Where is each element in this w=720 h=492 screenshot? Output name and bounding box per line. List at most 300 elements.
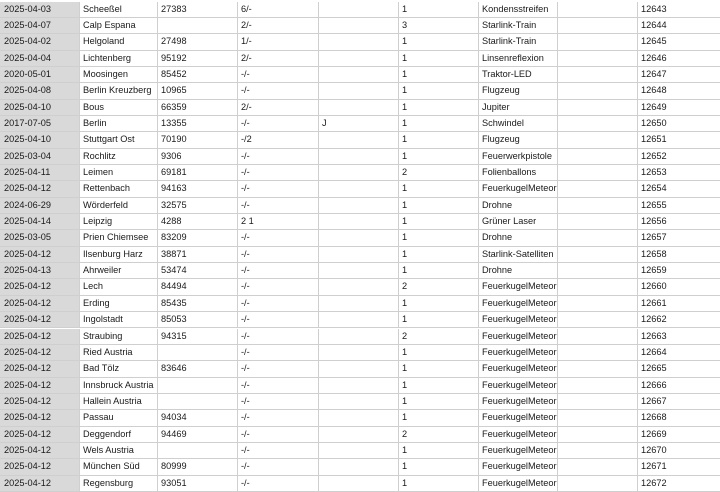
cell-note[interactable] — [558, 67, 638, 82]
cell-rating[interactable]: -/- — [238, 296, 319, 311]
cell-rating[interactable]: -/- — [238, 459, 319, 474]
cell-case-number[interactable]: 12672 — [641, 477, 667, 488]
cell-count[interactable]: 1 — [399, 443, 479, 458]
table-row — [0, 279, 720, 295]
cell-flag[interactable] — [319, 198, 399, 213]
cell-count[interactable]: 1 — [399, 230, 479, 245]
cell-classification[interactable]: FeuerkugelMeteor — [479, 296, 558, 311]
cell-count[interactable]: 1 — [399, 132, 479, 147]
cell-count[interactable]: 1 — [399, 51, 479, 66]
cell-classification[interactable]: Drohne — [479, 198, 558, 213]
cell-date[interactable]: 2025-04-12 — [0, 279, 80, 294]
cell-case-number[interactable]: 12645 — [641, 36, 667, 47]
table-row — [0, 67, 720, 83]
table-row — [0, 100, 720, 116]
cell-flag[interactable] — [319, 443, 399, 458]
cell-note[interactable] — [558, 459, 638, 474]
table-row — [0, 247, 720, 263]
cell-classification[interactable]: Starlink-Satelliten — [479, 247, 558, 262]
table-row — [0, 410, 720, 426]
cell-location[interactable]: Leimen — [80, 165, 158, 180]
cell-case-number[interactable]: 12647 — [641, 68, 667, 79]
cell-flag[interactable] — [319, 361, 399, 376]
table-row — [0, 394, 720, 410]
cell-case-number[interactable]: 12659 — [641, 265, 667, 276]
cell-note[interactable] — [558, 279, 638, 294]
cell-case-number[interactable]: 12662 — [641, 314, 667, 325]
cell-note[interactable] — [558, 410, 638, 425]
cell-postal-code[interactable]: 27498 — [158, 34, 238, 49]
cell-rating[interactable]: 2 1 — [238, 214, 319, 229]
cell-note[interactable] — [558, 296, 638, 311]
cell-case-number[interactable]: 12649 — [641, 101, 667, 112]
cell-count[interactable]: 1 — [399, 296, 479, 311]
cell-location[interactable]: Rochlitz — [80, 149, 158, 164]
cell-date[interactable]: 2025-04-12 — [0, 378, 80, 393]
cell-note[interactable] — [558, 116, 638, 131]
table-row — [0, 329, 720, 345]
cell-rating[interactable]: -/- — [238, 263, 319, 278]
cell-case-number[interactable]: 12669 — [641, 428, 667, 439]
cell-location[interactable]: Ingolstadt — [80, 312, 158, 327]
cell-count[interactable]: 1 — [399, 394, 479, 409]
table-row — [0, 296, 720, 312]
table-row — [0, 214, 720, 230]
cell-note[interactable] — [558, 312, 638, 327]
table-row — [0, 132, 720, 148]
cell-flag[interactable] — [319, 394, 399, 409]
cell-location[interactable]: Prien Chiemsee — [80, 230, 158, 245]
cell-rating[interactable]: -/- — [238, 476, 319, 491]
cell-rating[interactable]: -/- — [238, 345, 319, 360]
cell-rating[interactable]: 6/- — [238, 2, 319, 17]
cell-case-number[interactable]: 12656 — [641, 216, 667, 227]
cell-postal-code[interactable]: 94163 — [158, 181, 238, 196]
cell-postal-code[interactable]: 94034 — [158, 410, 238, 425]
cell-case-number[interactable]: 12664 — [641, 346, 667, 357]
cell-count[interactable]: 1 — [399, 149, 479, 164]
cell-note[interactable] — [558, 132, 638, 147]
cell-flag[interactable] — [319, 459, 399, 474]
cell-flag[interactable] — [319, 181, 399, 196]
cell-postal-code[interactable]: 32575 — [158, 198, 238, 213]
cell-rating[interactable]: -/- — [238, 378, 319, 393]
table-row — [0, 476, 720, 492]
cell-note[interactable] — [558, 198, 638, 213]
cell-count[interactable]: 1 — [399, 459, 479, 474]
cell-rating[interactable]: 2/- — [238, 100, 319, 115]
cell-postal-code[interactable]: 66359 — [158, 100, 238, 115]
table-row — [0, 459, 720, 475]
cell-case-number[interactable]: 12650 — [641, 117, 667, 128]
cell-postal-code[interactable]: 27383 — [158, 2, 238, 17]
table-row — [0, 427, 720, 443]
cell-count[interactable]: 1 — [399, 198, 479, 213]
cell-count[interactable]: 2 — [399, 279, 479, 294]
cell-flag[interactable] — [319, 378, 399, 393]
cell-classification[interactable]: FeuerkugelMeteor — [479, 345, 558, 360]
cell-location[interactable]: Stuttgart Ost — [80, 132, 158, 147]
cell-flag[interactable] — [319, 476, 399, 491]
cell-flag[interactable] — [319, 214, 399, 229]
cell-classification[interactable]: Flugzeug — [479, 83, 558, 98]
cell-postal-code[interactable]: 53474 — [158, 263, 238, 278]
cell-rating[interactable]: -/2 — [238, 132, 319, 147]
cell-classification[interactable]: FeuerkugelMeteor — [479, 443, 558, 458]
cell-case-number[interactable]: 12643 — [641, 3, 667, 14]
cell-case-number[interactable]: 12671 — [641, 461, 667, 472]
cell-date[interactable]: 2025-04-13 — [0, 263, 80, 278]
cell-date[interactable]: 2025-04-12 — [0, 296, 80, 311]
cell-note[interactable] — [558, 83, 638, 98]
cell-location[interactable]: Innsbruck Austria — [80, 378, 158, 393]
cell-flag[interactable] — [319, 34, 399, 49]
table-row — [0, 230, 720, 246]
cell-classification[interactable]: FeuerkugelMeteor — [479, 181, 558, 196]
cell-note[interactable] — [558, 214, 638, 229]
table-row — [0, 165, 720, 181]
cell-count[interactable]: 1 — [399, 34, 479, 49]
cell-date[interactable]: 2017-07-05 — [0, 116, 80, 131]
cell-count[interactable]: 1 — [399, 410, 479, 425]
cell-postal-code[interactable]: 10965 — [158, 83, 238, 98]
cell-count[interactable]: 1 — [399, 116, 479, 131]
cell-postal-code[interactable]: 38871 — [158, 247, 238, 262]
cell-location[interactable]: Leipzig — [80, 214, 158, 229]
cell-flag[interactable] — [319, 410, 399, 425]
cell-date[interactable]: 2025-04-04 — [0, 51, 80, 66]
cell-count[interactable]: 3 — [399, 18, 479, 33]
cell-location[interactable]: Rettenbach — [80, 181, 158, 196]
cell-flag[interactable] — [319, 247, 399, 262]
cell-date[interactable]: 2025-04-11 — [0, 165, 80, 180]
cell-postal-code[interactable] — [158, 345, 238, 360]
cell-classification[interactable]: Starlink-Train — [479, 18, 558, 33]
cell-classification[interactable]: Starlink-Train — [479, 34, 558, 49]
cell-flag[interactable] — [319, 100, 399, 115]
cell-classification[interactable]: FeuerkugelMeteor — [479, 361, 558, 376]
cell-date[interactable]: 2025-04-12 — [0, 247, 80, 262]
cell-note[interactable] — [558, 378, 638, 393]
cell-count[interactable]: 1 — [399, 263, 479, 278]
cell-note[interactable] — [558, 329, 638, 344]
cell-rating[interactable]: -/- — [238, 83, 319, 98]
cell-flag[interactable] — [319, 132, 399, 147]
table-row — [0, 263, 720, 279]
cell-date[interactable]: 2025-04-07 — [0, 18, 80, 33]
cell-flag[interactable] — [319, 263, 399, 278]
cell-count[interactable]: 1 — [399, 67, 479, 82]
cell-rating[interactable]: -/- — [238, 165, 319, 180]
cell-rating[interactable]: -/- — [238, 410, 319, 425]
cell-case-number[interactable]: 12665 — [641, 363, 667, 374]
table-row — [0, 149, 720, 165]
cell-count[interactable]: 1 — [399, 247, 479, 262]
cell-postal-code[interactable]: 80999 — [158, 459, 238, 474]
cell-rating[interactable]: -/- — [238, 198, 319, 213]
cell-case-number[interactable]: 12660 — [641, 281, 667, 292]
cell-date[interactable]: 2025-04-10 — [0, 132, 80, 147]
cell-flag[interactable] — [319, 51, 399, 66]
cell-postal-code[interactable]: 84494 — [158, 279, 238, 294]
cell-date[interactable]: 2025-04-12 — [0, 427, 80, 442]
cell-rating[interactable]: -/- — [238, 329, 319, 344]
cell-postal-code[interactable]: 83209 — [158, 230, 238, 245]
cell-rating[interactable]: -/- — [238, 361, 319, 376]
cell-flag[interactable] — [319, 427, 399, 442]
cell-location[interactable]: Berlin Kreuzberg — [80, 83, 158, 98]
cell-date[interactable]: 2025-04-12 — [0, 312, 80, 327]
cell-case-number[interactable]: 12652 — [641, 150, 667, 161]
cell-flag[interactable] — [319, 18, 399, 33]
cell-flag[interactable] — [319, 2, 399, 17]
cell-date[interactable]: 2025-04-12 — [0, 410, 80, 425]
cell-classification[interactable]: Grüner Laser — [479, 214, 558, 229]
cell-location[interactable]: München Süd — [80, 459, 158, 474]
cell-rating[interactable]: -/- — [238, 279, 319, 294]
cell-rating[interactable]: 2/- — [238, 51, 319, 66]
cell-note[interactable] — [558, 149, 638, 164]
cell-postal-code[interactable]: 85452 — [158, 67, 238, 82]
cell-date[interactable]: 2024-06-29 — [0, 198, 80, 213]
cell-postal-code[interactable]: 69181 — [158, 165, 238, 180]
cell-postal-code[interactable] — [158, 443, 238, 458]
cell-classification[interactable]: FeuerkugelMeteor — [479, 279, 558, 294]
cell-case-number[interactable]: 12658 — [641, 248, 667, 259]
cell-note[interactable] — [558, 230, 638, 245]
cell-flag[interactable] — [319, 279, 399, 294]
cell-postal-code[interactable]: 85053 — [158, 312, 238, 327]
cell-date[interactable]: 2025-04-08 — [0, 83, 80, 98]
cell-count[interactable]: 1 — [399, 214, 479, 229]
cell-date[interactable]: 2025-04-12 — [0, 394, 80, 409]
cell-postal-code[interactable]: 9306 — [158, 149, 238, 164]
cell-rating[interactable]: -/- — [238, 181, 319, 196]
table-row — [0, 378, 720, 394]
table-row — [0, 181, 720, 197]
cell-rating[interactable]: 2/- — [238, 18, 319, 33]
cell-classification[interactable]: Jupiter — [479, 100, 558, 115]
cell-case-number[interactable]: 12644 — [641, 19, 667, 30]
table-row — [0, 51, 720, 67]
cell-case-number[interactable]: 12661 — [641, 297, 667, 308]
cell-classification[interactable]: Traktor-LED — [479, 67, 558, 82]
cell-note[interactable] — [558, 247, 638, 262]
cell-location[interactable]: Bous — [80, 100, 158, 115]
cell-classification[interactable]: FeuerkugelMeteor — [479, 476, 558, 491]
cell-note[interactable] — [558, 100, 638, 115]
cell-rating[interactable]: -/- — [238, 443, 319, 458]
cell-postal-code[interactable]: 95192 — [158, 51, 238, 66]
cell-date[interactable]: 2025-04-12 — [0, 329, 80, 344]
cell-location[interactable]: Ahrweiler — [80, 263, 158, 278]
cell-classification[interactable]: FeuerkugelMeteor — [479, 427, 558, 442]
cell-classification[interactable]: Drohne — [479, 230, 558, 245]
cell-date[interactable]: 2025-04-12 — [0, 361, 80, 376]
cell-flag[interactable] — [319, 230, 399, 245]
cell-rating[interactable]: -/- — [238, 312, 319, 327]
table-row — [0, 361, 720, 377]
cell-date[interactable]: 2025-04-03 — [0, 2, 80, 17]
cell-rating[interactable]: 1/- — [238, 34, 319, 49]
cell-date[interactable]: 2025-04-12 — [0, 443, 80, 458]
cell-classification[interactable]: Folienballons — [479, 165, 558, 180]
cell-flag[interactable] — [319, 83, 399, 98]
cell-postal-code[interactable]: 70190 — [158, 132, 238, 147]
cell-location[interactable]: Straubing — [80, 329, 158, 344]
cell-case-number[interactable]: 12653 — [641, 167, 667, 177]
cell-flag[interactable] — [319, 296, 399, 311]
cell-location[interactable]: Bad Tölz — [80, 361, 158, 376]
cell-note[interactable] — [558, 34, 638, 49]
table-row — [0, 34, 720, 50]
cell-location[interactable]: Deggendorf — [80, 427, 158, 442]
cell-count[interactable]: 1 — [399, 312, 479, 327]
cell-classification[interactable]: Drohne — [479, 263, 558, 278]
cell-classification[interactable]: FeuerkugelMeteor — [479, 378, 558, 393]
cell-classification[interactable]: Schwindel — [479, 116, 558, 131]
cell-flag[interactable] — [319, 329, 399, 344]
cell-location[interactable]: Scheeßel — [80, 2, 158, 17]
cell-date[interactable]: 2025-04-12 — [0, 181, 80, 196]
cell-count[interactable]: 2 — [399, 427, 479, 442]
cell-date[interactable]: 2020-05-01 — [0, 67, 80, 82]
cell-classification[interactable]: Feuerwerkpistole — [479, 149, 558, 164]
cell-location[interactable]: Lech — [80, 279, 158, 294]
cell-classification[interactable]: FeuerkugelMeteor — [479, 312, 558, 327]
cell-count[interactable]: 1 — [399, 361, 479, 376]
cell-note[interactable] — [558, 18, 638, 33]
table-row — [0, 443, 720, 459]
cell-case-number[interactable]: 12651 — [641, 134, 667, 145]
cell-location[interactable]: Ried Austria — [80, 345, 158, 360]
cell-postal-code[interactable]: 94315 — [158, 329, 238, 344]
cell-date[interactable]: 2025-04-02 — [0, 34, 80, 49]
cell-date[interactable]: 2025-04-12 — [0, 459, 80, 474]
cell-postal-code[interactable] — [158, 378, 238, 393]
cell-date[interactable]: 2025-04-10 — [0, 100, 80, 115]
cell-note[interactable] — [558, 476, 638, 491]
cell-location[interactable]: Wörderfeld — [80, 198, 158, 213]
cell-postal-code[interactable] — [158, 18, 238, 33]
table-row — [0, 2, 720, 18]
cell-case-number[interactable]: 12646 — [641, 52, 667, 63]
cell-date[interactable]: 2025-04-12 — [0, 476, 80, 491]
table-row — [0, 198, 720, 214]
cell-case-number[interactable]: 12670 — [641, 444, 667, 455]
cell-count[interactable]: 1 — [399, 100, 479, 115]
table-row — [0, 345, 720, 361]
cell-note[interactable] — [558, 394, 638, 409]
cell-postal-code[interactable]: 93051 — [158, 476, 238, 491]
cell-date[interactable]: 2025-04-12 — [0, 345, 80, 360]
cell-note[interactable] — [558, 263, 638, 278]
table-row — [0, 83, 720, 99]
cell-postal-code[interactable]: 94469 — [158, 427, 238, 442]
cell-location[interactable]: Lichtenberg — [80, 51, 158, 66]
cell-case-number[interactable]: 12663 — [641, 330, 667, 341]
cell-location[interactable]: Moosingen — [80, 67, 158, 82]
cell-case-number[interactable]: 12648 — [641, 85, 667, 96]
cell-rating[interactable]: -/- — [238, 394, 319, 409]
cell-date[interactable]: 2025-03-04 — [0, 149, 80, 164]
cell-classification[interactable]: Kondensstreifen — [479, 2, 558, 17]
cell-count[interactable]: 1 — [399, 181, 479, 196]
cell-location[interactable]: Calp Espana — [80, 18, 158, 33]
cell-date[interactable]: 2025-04-14 — [0, 214, 80, 229]
cell-location[interactable]: Regensburg — [80, 476, 158, 491]
cell-classification[interactable]: FeuerkugelMeteor — [479, 410, 558, 425]
table-row — [0, 18, 720, 34]
cell-flag[interactable] — [319, 67, 399, 82]
cell-location[interactable]: Erding — [80, 296, 158, 311]
cell-rating[interactable]: -/- — [238, 230, 319, 245]
cell-location[interactable]: Helgoland — [80, 34, 158, 49]
cell-count[interactable]: 1 — [399, 476, 479, 491]
cell-flag[interactable] — [319, 149, 399, 164]
cell-rating[interactable]: -/- — [238, 116, 319, 131]
cell-classification[interactable]: FeuerkugelMeteor — [479, 329, 558, 344]
cell-rating[interactable]: -/- — [238, 247, 319, 262]
cell-count[interactable]: 2 — [399, 329, 479, 344]
cell-flag[interactable] — [319, 165, 399, 180]
cell-postal-code[interactable]: 4288 — [158, 214, 238, 229]
cell-date[interactable]: 2025-03-05 — [0, 230, 80, 245]
cell-postal-code[interactable] — [158, 394, 238, 409]
cell-note[interactable] — [558, 443, 638, 458]
cell-note[interactable] — [558, 165, 638, 180]
cell-count[interactable]: 1 — [399, 83, 479, 98]
cell-case-number[interactable]: 12655 — [641, 199, 667, 210]
cell-rating[interactable]: -/- — [238, 427, 319, 442]
cell-case-number[interactable]: 12657 — [641, 232, 667, 243]
cell-classification[interactable]: FeuerkugelMeteor — [479, 394, 558, 409]
table-row — [0, 116, 720, 132]
cell-case-number[interactable]: 12654 — [641, 183, 667, 194]
cell-count[interactable]: 2 — [399, 165, 479, 180]
cell-note[interactable] — [558, 51, 638, 66]
cell-rating[interactable]: -/- — [238, 67, 319, 82]
cell-location[interactable]: Hallein Austria — [80, 394, 158, 409]
cell-flag[interactable] — [319, 345, 399, 360]
cell-classification[interactable]: Flugzeug — [479, 132, 558, 147]
cell-classification[interactable]: FeuerkugelMeteor — [479, 459, 558, 474]
table-row — [0, 312, 720, 328]
cell-case-number[interactable]: 12668 — [641, 412, 667, 423]
cell-count[interactable]: 1 — [399, 2, 479, 17]
cell-case-number[interactable]: 12666 — [641, 379, 667, 390]
cell-case-number[interactable]: 12667 — [641, 395, 667, 406]
cell-location[interactable]: Passau — [80, 410, 158, 425]
cell-classification[interactable]: Linsenreflexion — [479, 51, 558, 66]
cell-postal-code[interactable]: 83646 — [158, 361, 238, 376]
cell-note[interactable] — [558, 361, 638, 376]
cell-note[interactable] — [558, 2, 638, 17]
cell-location[interactable]: Berlin — [80, 116, 158, 131]
cell-flag[interactable] — [319, 312, 399, 327]
cell-count[interactable]: 1 — [399, 378, 479, 393]
cell-flag[interactable]: J — [319, 116, 399, 131]
cell-postal-code[interactable]: 13355 — [158, 116, 238, 131]
cell-rating[interactable]: -/- — [238, 149, 319, 164]
cell-postal-code[interactable]: 85435 — [158, 296, 238, 311]
cell-location[interactable]: Ilsenburg Harz — [80, 247, 158, 262]
cell-note[interactable] — [558, 427, 638, 442]
cell-location[interactable]: Wels Austria — [80, 443, 158, 458]
cell-count[interactable]: 1 — [399, 345, 479, 360]
cell-note[interactable] — [558, 345, 638, 360]
cell-note[interactable] — [558, 181, 638, 196]
